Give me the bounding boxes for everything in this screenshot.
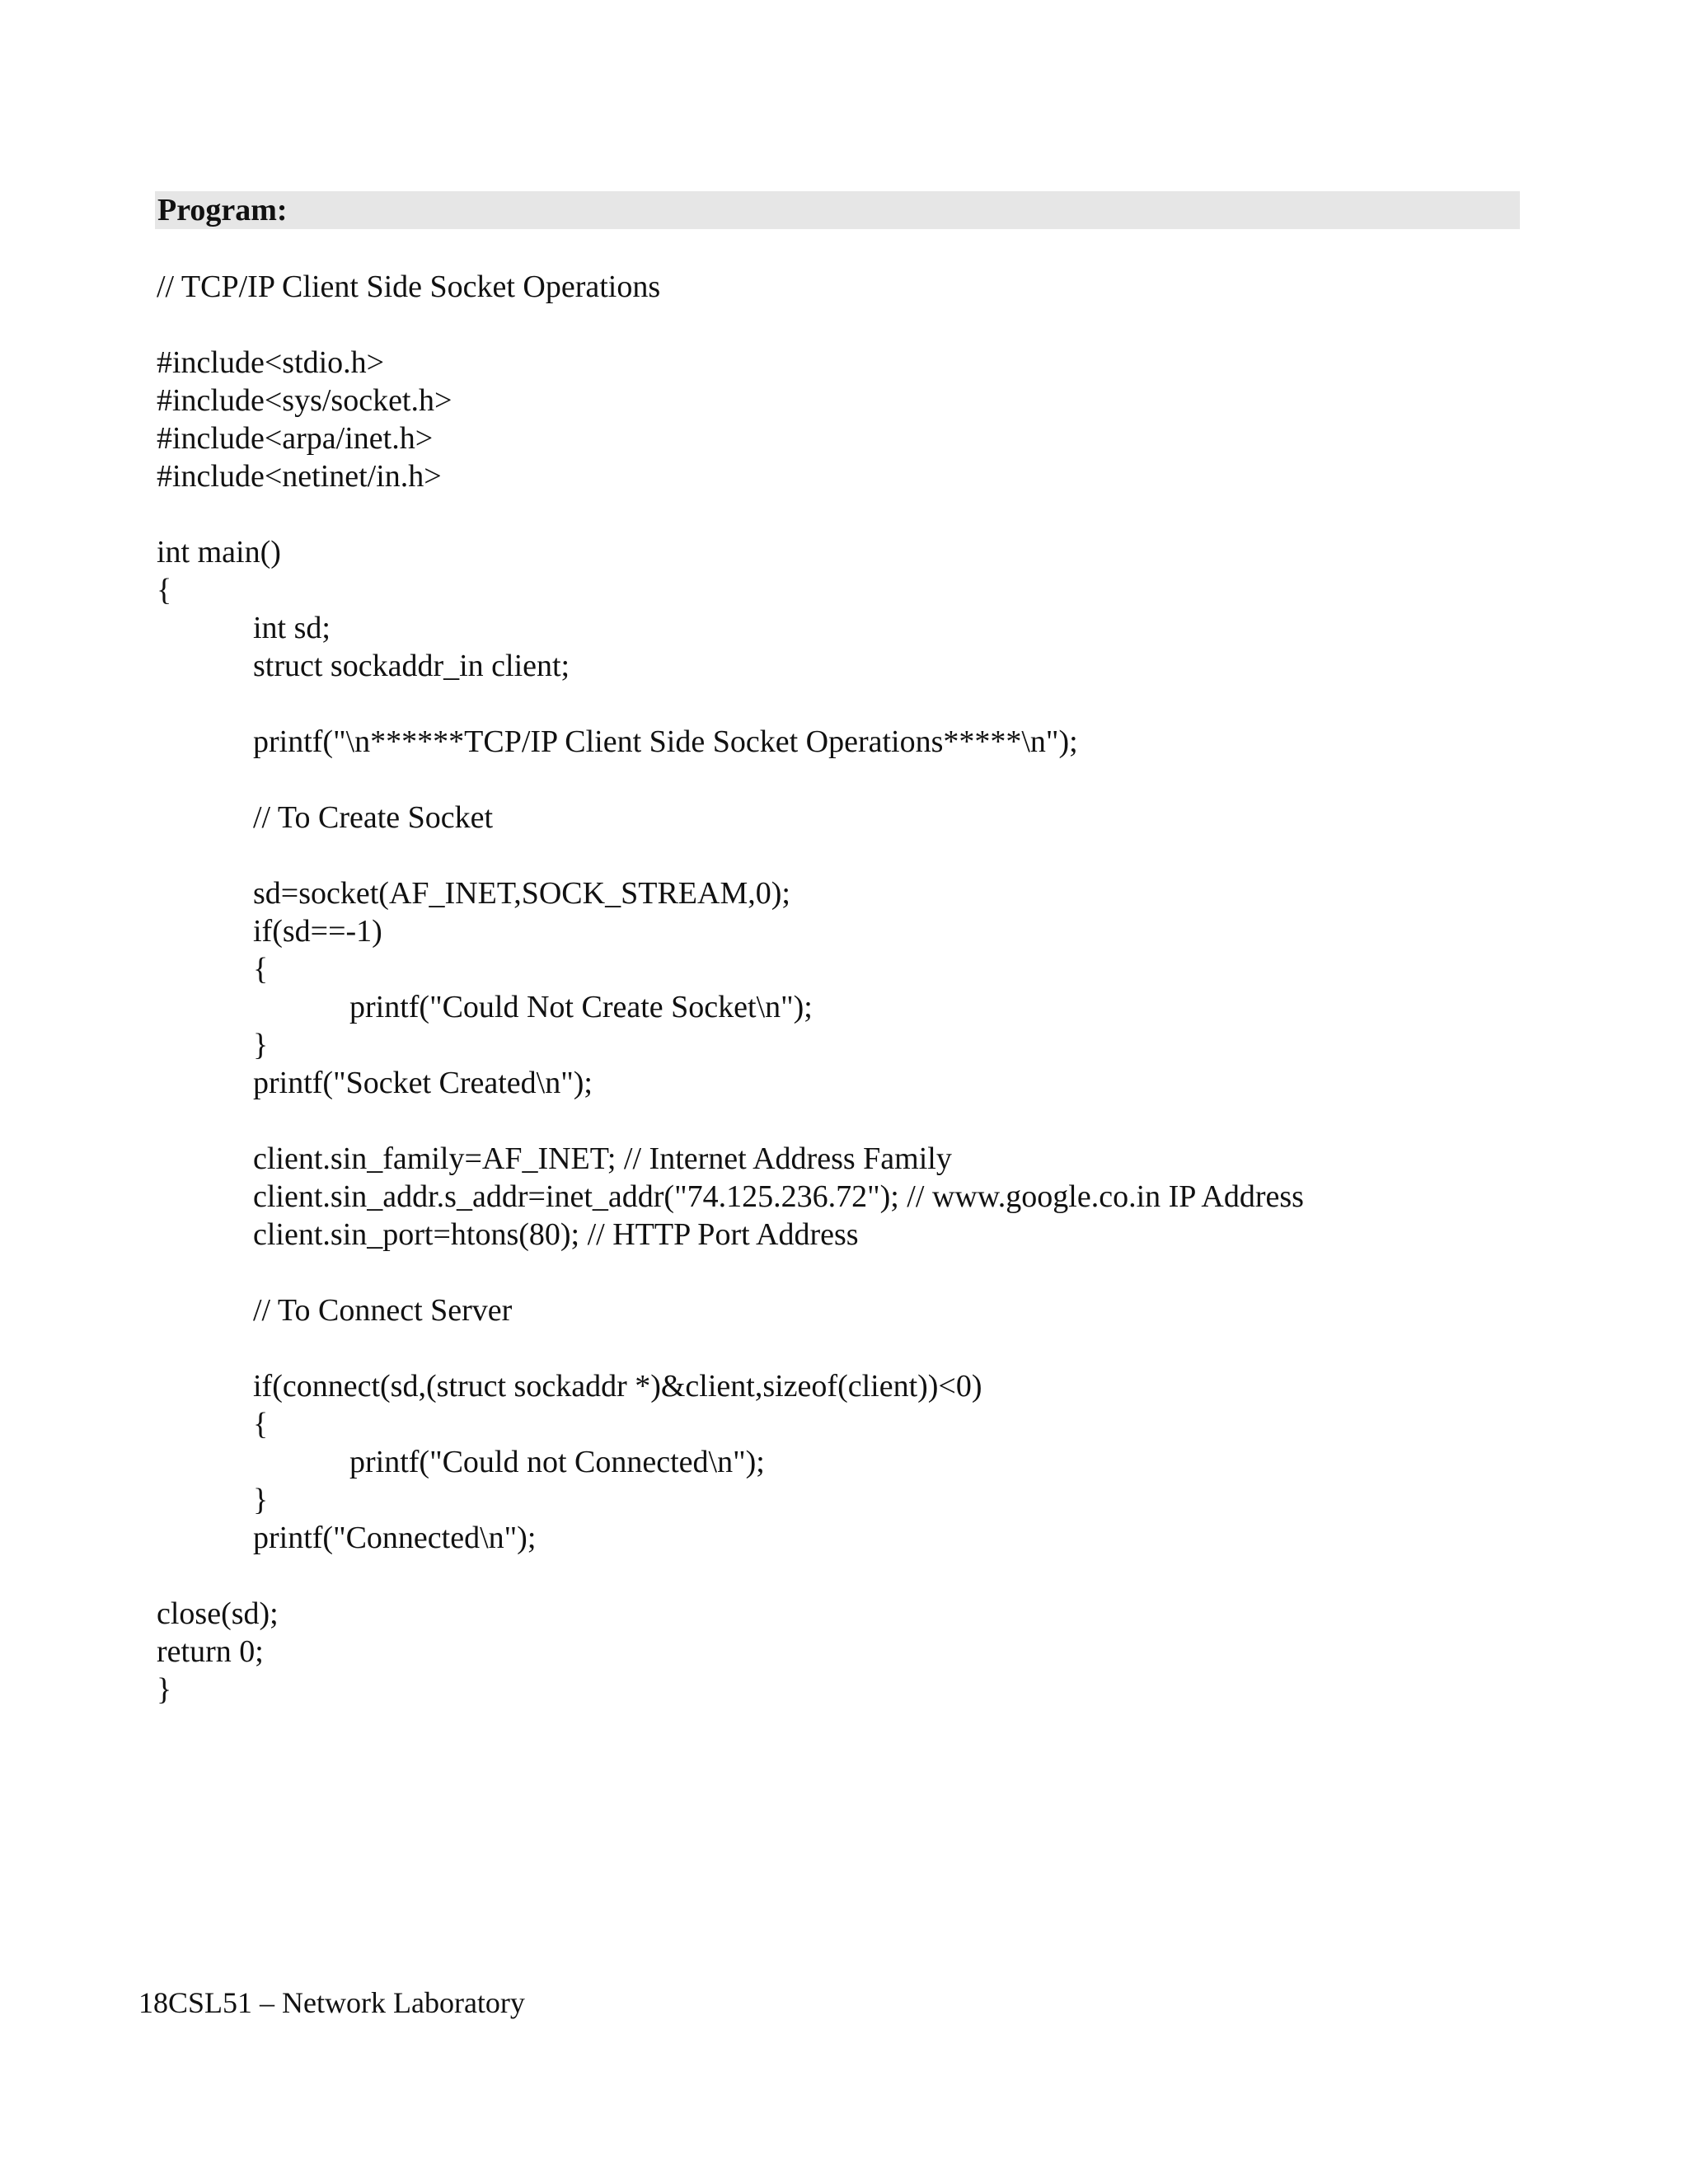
code-line: if(connect(sd,(struct sockaddr *)&client,sizeof(client))<0) bbox=[253, 1369, 982, 1404]
code-line: printf("Socket Created\n"); bbox=[253, 1066, 593, 1100]
program-heading: Program: bbox=[157, 193, 288, 227]
code-line: { bbox=[253, 952, 269, 987]
code-line: printf("Connected\n"); bbox=[253, 1521, 537, 1555]
code-line: int sd; bbox=[253, 611, 331, 645]
code-line: printf("Could not Connected\n"); bbox=[349, 1445, 765, 1479]
code-line: struct sockaddr_in client; bbox=[253, 649, 570, 683]
code-line-blank bbox=[157, 306, 1607, 344]
code-line: { bbox=[157, 573, 172, 607]
code-line: } bbox=[253, 1028, 269, 1062]
code-line: client.sin_port=htons(80); // HTTP Port Address bbox=[253, 1217, 859, 1252]
code-line: int main() bbox=[157, 535, 281, 569]
code-line-blank bbox=[157, 495, 1607, 533]
code-line: } bbox=[253, 1483, 269, 1517]
code-line: client.sin_addr.s_addr=inet_addr("74.125.236.72"); // www.google.co.in IP Address bbox=[253, 1179, 1304, 1214]
code-line-blank bbox=[157, 1329, 1607, 1367]
code-line: printf("\n******TCP/IP Client Side Socket Operations*****\n"); bbox=[253, 724, 1078, 759]
code-line: printf("Could Not Create Socket\n"); bbox=[349, 990, 813, 1024]
code-line: close(sd); bbox=[157, 1596, 279, 1631]
code-line: #include<netinet/in.h> bbox=[157, 459, 442, 494]
code-line: // To Connect Server bbox=[253, 1293, 513, 1328]
code-line: if(sd==-1) bbox=[253, 914, 382, 949]
code-line: } bbox=[157, 1672, 172, 1707]
code-line: // To Create Socket bbox=[253, 800, 494, 835]
code-line: #include<arpa/inet.h> bbox=[157, 421, 434, 456]
code-line-blank bbox=[157, 761, 1607, 799]
code-line: { bbox=[253, 1407, 269, 1441]
code-line: return 0; bbox=[157, 1634, 264, 1669]
code-line-blank bbox=[157, 1254, 1607, 1291]
code-line-blank bbox=[157, 837, 1607, 874]
code-line: client.sin_family=AF_INET; // Internet Address Family bbox=[253, 1141, 952, 1176]
code-line-blank bbox=[157, 1102, 1607, 1140]
code-line-blank bbox=[157, 1557, 1607, 1595]
code-line-blank bbox=[157, 685, 1607, 723]
code-line: #include<stdio.h> bbox=[157, 345, 385, 380]
code-listing bbox=[157, 268, 1607, 1708]
code-line: sd=socket(AF_INET,SOCK_STREAM,0); bbox=[253, 876, 790, 911]
code-line: // TCP/IP Client Side Socket Operations bbox=[157, 269, 661, 304]
page-footer: 18CSL51 – Network Laboratory bbox=[138, 1986, 525, 2019]
program-heading-bar bbox=[155, 191, 1520, 229]
code-line: #include<sys/socket.h> bbox=[157, 383, 452, 418]
